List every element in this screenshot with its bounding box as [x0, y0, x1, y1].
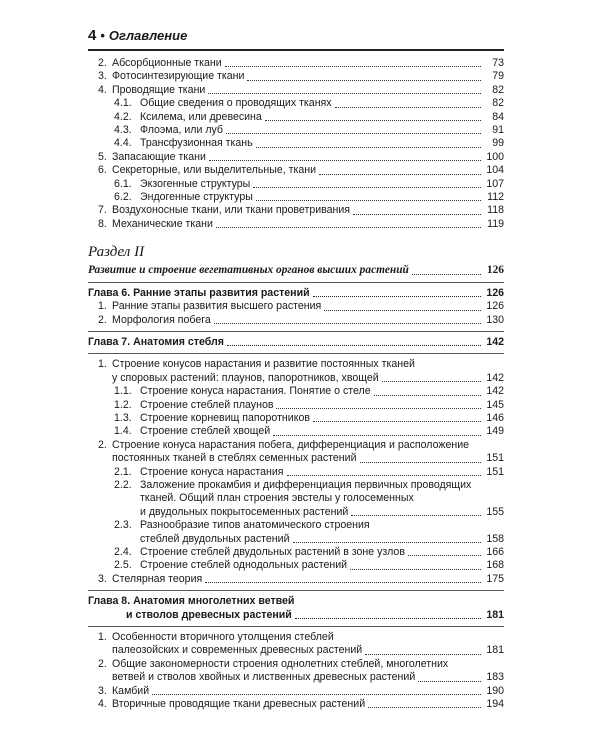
entry-text: ветвей и стволов хвойных и лиственных древесных растений: [112, 671, 416, 684]
toc-entry: [88, 300, 504, 313]
entry-page: 158: [486, 532, 504, 545]
dot-leader: [350, 569, 481, 570]
entry-page: 104: [486, 164, 504, 177]
entry-text: Строение стеблей двудольных растений в зоне узлов: [140, 546, 405, 558]
entry-text: Заложение прокамбия и дифференциация первичных проводящих: [140, 478, 472, 491]
dot-leader: [214, 323, 481, 324]
dot-leader: [209, 160, 481, 161]
entry-text: Трансфузионная ткань: [140, 137, 253, 150]
toc-subentry: [88, 519, 504, 532]
dot-leader: [295, 618, 481, 619]
entry-text: Эндогенные структуры: [140, 191, 253, 204]
toc-entry: [88, 439, 504, 452]
dot-leader: [418, 681, 481, 682]
entry-page: 99: [492, 137, 504, 150]
dot-leader: [208, 93, 481, 94]
toc-entry: [88, 84, 504, 97]
section-subtitle-row: [88, 264, 504, 277]
dot-leader: [408, 555, 481, 556]
entry-text: Строение конуса нарастания: [140, 465, 284, 478]
entry-page: 149: [486, 425, 504, 438]
entry-text: Проводящие ткани: [112, 83, 206, 96]
toc-subentry: [88, 412, 504, 425]
entry-number: 1.3.: [114, 411, 132, 424]
dot-leader: [287, 475, 481, 476]
entry-number: 2.: [98, 57, 107, 69]
entry-page: 146: [486, 411, 504, 424]
entry-text: и двудольных покрытосеменных растений: [140, 505, 349, 518]
entry-page: 73: [492, 57, 504, 69]
dot-leader: [293, 542, 482, 543]
toc-entry: [88, 573, 504, 586]
chapter-8-heading-line1: [88, 595, 504, 608]
dot-leader: [253, 187, 481, 188]
dot-leader: [374, 395, 481, 396]
toc-entry: [88, 698, 504, 711]
dot-leader: [276, 408, 481, 409]
entry-number: 4.1.: [114, 97, 132, 110]
entry-page: 145: [486, 398, 504, 411]
dot-leader: [225, 66, 481, 67]
toc-entry: [88, 658, 504, 671]
chapter-8-heading-line2: [88, 609, 504, 622]
dot-leader: [412, 274, 481, 275]
entry-page: 82: [492, 97, 504, 110]
entry-number: 6.: [98, 164, 107, 177]
section-title: Раздел II: [88, 244, 145, 261]
entry-page: 91: [492, 124, 504, 137]
entry-text: Фотосинтезирующие ткани: [112, 70, 245, 83]
chapter-8-page: 181: [486, 608, 504, 621]
dot-leader: [365, 654, 481, 655]
chapter-6-heading: [88, 287, 504, 300]
dot-leader: [319, 174, 481, 175]
entry-page: 119: [487, 217, 504, 230]
toc-entry: [88, 164, 504, 177]
running-head: [88, 27, 504, 51]
toc-entry: [88, 358, 504, 371]
section-subtitle: Развитие и строение вегетативных органов высших растений: [88, 264, 409, 277]
entry-page: 166: [486, 546, 504, 558]
entry-number: 1.1.: [114, 385, 132, 398]
dot-leader: [324, 310, 481, 311]
dot-leader: [313, 296, 481, 297]
entry-page: 130: [486, 313, 504, 326]
entry-page: 79: [492, 70, 504, 83]
toc-entry-continuation: [88, 452, 504, 465]
entry-text: Камбий: [112, 684, 150, 697]
toc-subentry: [88, 111, 504, 124]
dot-leader: [256, 200, 481, 201]
entry-text: Механические ткани: [112, 217, 213, 230]
entry-text: Строение стеблей однодольных растений: [140, 559, 348, 572]
toc-entry: [88, 218, 504, 231]
entry-page: 155: [486, 505, 504, 518]
entry-text: Экзогенные структуры: [140, 177, 251, 190]
entry-page: 194: [486, 698, 504, 711]
entry-text: тканей. Общий план строения эвстелы у голосеменных: [140, 492, 414, 505]
entry-text: Особенности вторичного утолщения стеблей: [112, 631, 334, 644]
entry-page: 82: [492, 83, 504, 96]
entry-number: 1.: [98, 358, 107, 371]
entry-number: 4.: [98, 83, 107, 96]
entry-number: 2.: [98, 313, 107, 326]
entry-text: Ксилема, или древесина: [140, 110, 262, 123]
chapter-7-heading: [88, 336, 504, 349]
entry-number: 1.4.: [114, 425, 132, 438]
entry-text: Воздухоносные ткани, или ткани проветривания: [112, 204, 351, 217]
entry-page: 183: [486, 671, 504, 684]
toc-subentry: [88, 559, 504, 572]
running-head-title: Оглавление: [108, 28, 188, 43]
toc-entry: [88, 57, 504, 70]
entry-text: у споровых растений: плаунов, папоротников, хвощей: [112, 371, 379, 384]
chapter-7-subentries: [88, 385, 504, 439]
entry-text: Разнообразие типов анатомического строения: [140, 519, 370, 532]
chapter-8-label-cont: и стволов древесных растений: [126, 608, 292, 621]
entry-text: Строение конусов нарастания и развитие постоянных тканей: [112, 358, 415, 371]
entry-number: 2.: [98, 438, 107, 451]
entry-page: 142: [486, 371, 504, 384]
entry-page: 100: [486, 150, 504, 163]
toc-subentry: [88, 124, 504, 137]
entry-number: 5.: [98, 150, 107, 163]
toc-entry-continuation: [88, 492, 504, 505]
toc-subentry: [88, 178, 504, 191]
part1-list: [88, 57, 504, 231]
entry-text: Вторичные проводящие ткани древесных растений: [112, 698, 366, 711]
chapter-8-label: Глава 8. Анатомия многолетних ветвей: [88, 595, 295, 608]
entry-page: 151: [486, 452, 504, 465]
dot-leader: [216, 227, 481, 228]
table-of-contents: [88, 57, 504, 711]
entry-text: Строение стеблей плаунов: [140, 398, 274, 411]
entry-number: 4.2.: [114, 110, 132, 123]
chapter-7-label: Глава 7. Анатомия стебля: [88, 335, 224, 348]
entry-text: Стелярная теория: [112, 572, 203, 585]
toc-entry-continuation: [88, 644, 504, 657]
divider: [88, 590, 504, 591]
dot-leader: [335, 107, 481, 108]
entry-text: Строение конуса нарастания. Понятие о стеле: [140, 385, 371, 398]
entry-number: 1.2.: [114, 398, 132, 411]
entry-number: 2.: [98, 657, 107, 670]
dot-leader: [382, 381, 481, 382]
toc-subentry: [88, 137, 504, 150]
dot-leader: [205, 582, 481, 583]
chapter-6-label: Глава 6. Ранние этапы развития растений: [88, 286, 310, 299]
entry-number: 3.: [98, 684, 107, 697]
toc-entry: [88, 685, 504, 698]
dot-leader: [152, 694, 481, 695]
entry-text: Абсорбционные ткани: [112, 57, 222, 69]
toc-subentry: [88, 546, 504, 559]
toc-subentry: [88, 466, 504, 479]
entry-number: 4.4.: [114, 137, 132, 150]
entry-number: 3.: [98, 572, 107, 585]
toc-subentry: [88, 425, 504, 438]
dot-leader: [226, 133, 481, 134]
entry-page: 190: [486, 684, 504, 697]
entry-number: 2.5.: [114, 559, 132, 572]
entry-number: 6.1.: [114, 177, 132, 190]
entry-number: 1.: [98, 631, 107, 644]
toc-entry: [88, 151, 504, 164]
entry-number: 2.3.: [114, 519, 132, 532]
toc-entry: [88, 70, 504, 83]
header-bullet: •: [100, 28, 105, 43]
entry-page: 107: [486, 177, 504, 190]
entry-text: Строение стеблей хвощей: [140, 425, 271, 438]
entry-number: 4.: [98, 698, 107, 711]
entry-page: 175: [486, 572, 504, 585]
dot-leader: [256, 147, 481, 148]
entry-text: Запасающие ткани: [112, 150, 206, 163]
entry-text: Строение конуса нарастания побега, дифференциация и расположение: [112, 438, 470, 451]
entry-text: Секреторные, или выделительные, ткани: [112, 164, 316, 177]
divider: [88, 626, 504, 627]
entry-number: 2.4.: [114, 546, 132, 558]
entry-number: 7.: [98, 204, 107, 217]
toc-entry-continuation: [88, 372, 504, 385]
toc-subentry: [88, 385, 504, 398]
entry-text: палеозойских и современных древесных растений: [112, 644, 363, 657]
divider: [88, 282, 504, 283]
dot-leader: [313, 421, 481, 422]
entry-page: 142: [486, 385, 504, 398]
toc-subentry: [88, 479, 504, 492]
toc-entry: [88, 314, 504, 327]
section-page: 126: [486, 264, 504, 277]
dot-leader: [353, 214, 481, 215]
entry-number: 8.: [98, 217, 107, 230]
entry-page: 151: [486, 465, 504, 478]
toc-entry-continuation: [88, 671, 504, 684]
entry-page: 181: [486, 644, 504, 657]
page-number: 4: [88, 27, 97, 44]
toc-entry-continuation: [88, 506, 504, 519]
entry-page: 118: [487, 204, 504, 217]
toc-entry: [88, 204, 504, 217]
toc-entry: [88, 631, 504, 644]
dot-leader: [368, 707, 481, 708]
dot-leader: [265, 120, 481, 121]
dot-leader: [247, 80, 481, 81]
entry-text: Общие закономерности строения однолетних стеблей, многолетних: [112, 657, 449, 670]
toc-subentry: [88, 97, 504, 110]
entry-number: 6.2.: [114, 191, 132, 204]
entry-text: Строение корневищ папоротников: [140, 411, 310, 424]
entry-number: 1.: [98, 300, 107, 313]
entry-page: 126: [486, 300, 504, 313]
entry-text: Морфология побега: [112, 313, 211, 326]
toc-entry-continuation: [88, 533, 504, 546]
divider: [88, 353, 504, 354]
entry-number: 3.: [98, 70, 107, 83]
toc-subentry: [88, 191, 504, 204]
entry-text: стеблей двудольных растений: [140, 532, 290, 545]
chapter-6-page: 126: [486, 286, 504, 299]
dot-leader: [273, 435, 481, 436]
divider: [88, 331, 504, 332]
toc-subentry: [88, 399, 504, 412]
entry-number: 2.1.: [114, 465, 132, 478]
dot-leader: [351, 515, 481, 516]
entry-text: Общие сведения о проводящих тканях: [140, 97, 332, 110]
entry-number: 2.2.: [114, 478, 132, 491]
entry-page: 84: [492, 110, 504, 123]
dot-leader: [227, 345, 481, 346]
entry-page: 168: [486, 559, 504, 572]
entry-page: 112: [487, 191, 504, 204]
entry-text: постоянных тканей в стеблях семенных растений: [112, 452, 357, 465]
dot-leader: [360, 462, 482, 463]
entry-text: Ранние этапы развития высшего растения: [112, 300, 322, 313]
entry-text: Флоэма, или луб: [140, 124, 223, 137]
chapter-7-page: 142: [486, 335, 504, 348]
entry-number: 4.3.: [114, 124, 132, 137]
